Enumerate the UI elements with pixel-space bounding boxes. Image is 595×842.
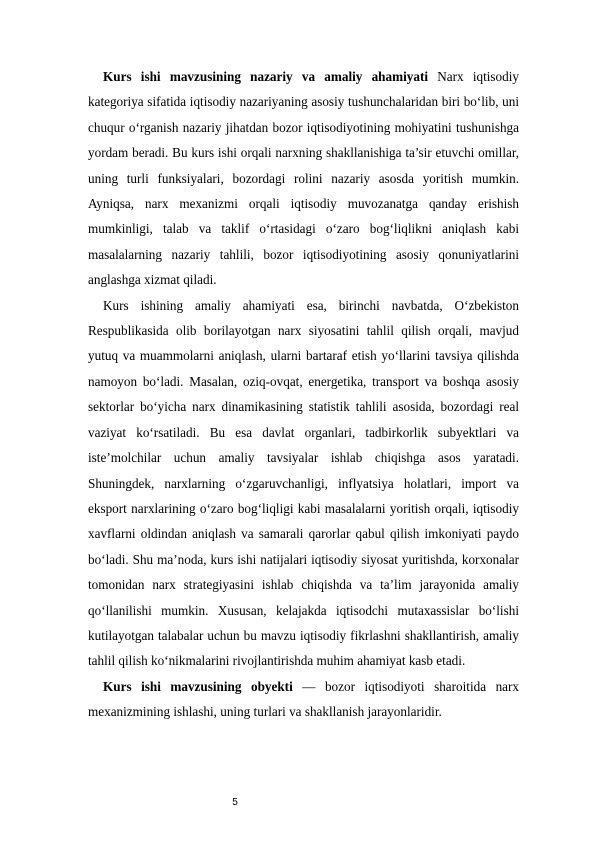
- paragraph-text-object: — bozor iqtisodiyoti sharoitida narx mexanizmining ishlashi, uning turlari va shakllanish jarayonlaridir.: [88, 678, 520, 720]
- document-body: [88, 64, 519, 725]
- paragraph-heading-significance: Kurs ishi mavzusining nazariy va amaliy ahamiyati: [103, 69, 429, 84]
- paragraph-text-practical: Kurs ishining amaliy ahamiyati esa, birinchi navbatda, O‘zbekiston Respublikasida olib borilayotgan narx siyosatini tahlil qilish orqali, mavjud yutuq va muammolarni aniqlash, ularni bartaraf etish yo‘llarini tavsiya qilishda namoyon bo‘ladi. Masalan, oziq-ovqat, energetika, transport va boshqa asosiy sektorlar bo‘yicha narx dinamikasining statistik tahlili asosida, bozordagi real vaziyat ko‘rsatiladi. Bu esa davlat organlari, tadbirkorlik subyektlari va iste’molchilar uchun amaliy tavsiyalar ishlab chiqishga asos yaratadi. Shuningdek, narxlarning o‘zgaruvchanligi, inflyatsiya holatlari, import va eksport narxlarining o‘zaro bog‘liqligi kabi masalalarni yoritish orqali, iqtisodiy xavflarni oldindan aniqlash va samarali qarorlar qabul qilish imkoniyati paydo bo‘ladi. Shu ma’noda, kurs ishi natijalari iqtisodiy siyosat yuritishda, korxonalar tomonidan narx strategiyasini ishlab chiqishda va ta’lim jarayonida amaliy qo‘llanilishi mumkin. Xususan, kelajakda iqtisodchi mutaxassislar bo‘lishi kutilayotgan talabalar uchun bu mavzu iqtisodiy fikrlashni shakllantirish, amaliy tahlil qilish ko‘nikmalarini rivojlantirishda muhim ahamiyat kasb etadi.: [88, 297, 519, 669]
- paragraph-object: [88, 674, 519, 725]
- paragraph-significance: [88, 64, 519, 293]
- page-number: 5: [232, 797, 238, 808]
- paragraph-practical: [88, 293, 519, 674]
- paragraph-heading-object: Kurs ishi mavzusining obyekti: [103, 678, 293, 694]
- paragraph-text-significance: Narx iqtisodiy kategoriya sifatida iqtisodiy nazariyaning asosiy tushunchalaridan biri bo‘lib, uni chuqur o‘rganish nazariy jihatdan bozor iqtisodiyotining mohiyatini tushunishga yordam beradi. Bu kurs ishi orqali narxning shakllanishiga ta’sir etuvchi omillar, uning turli funksiyalari, bozordagi rolini nazariy asosda yoritish mumkin. Ayniqsa, narx mexanizmi orqali iqtisodiy muvozanatga qanday erishish mumkinligi, talab va taklif o‘rtasidagi o‘zaro bog‘liqlikni aniqlash kabi masalalarning nazariy tahlili, bozor iqtisodiyotining asosiy qonuniyatlarini anglashga xizmat qiladi.: [88, 69, 519, 288]
